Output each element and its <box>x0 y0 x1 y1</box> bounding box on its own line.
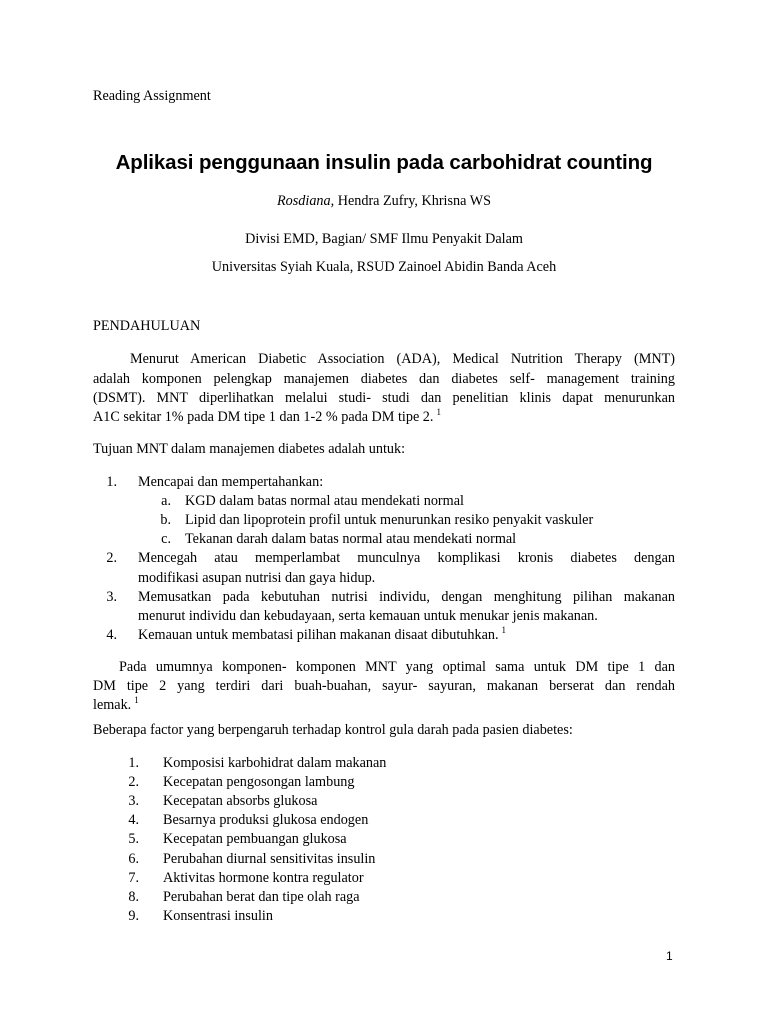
reference-marker: 1 <box>436 407 441 418</box>
list-number: 4. <box>106 627 117 643</box>
list-text: Kecepatan absorbs glukosa <box>163 793 318 809</box>
sub-letter: a. <box>161 493 171 509</box>
list-number: 3. <box>128 793 139 809</box>
intro-line-4-text: A1C sekitar 1% pada DM tipe 1 dan 1-2 % pada DM tipe 2. <box>93 409 434 425</box>
list-text: Kecepatan pembuangan glukosa <box>163 831 347 847</box>
header-label: Reading Assignment <box>93 88 211 104</box>
sub-text: Tekanan darah dalam batas normal atau mendekati normal <box>185 531 517 547</box>
list-text: Kecepatan pengosongan lambung <box>163 774 355 790</box>
reference-marker: 1 <box>134 695 139 706</box>
list-text-cont: menurut individu dan kebudayaan, serta kemauan untuk menukar jenis makanan. <box>138 608 598 624</box>
list-number: 4. <box>128 812 139 828</box>
co-authors: Hendra Zufry, Khrisna WS <box>334 193 491 209</box>
list-number: 2. <box>106 550 117 566</box>
goals-intro: Tujuan MNT dalam manajemen diabetes adalah untuk: <box>93 441 406 457</box>
list-number: 3. <box>106 589 117 605</box>
list-text-body: Kemauan untuk membatasi pilihan makanan disaat dibutuhkan. <box>138 627 499 643</box>
sub-letter: c. <box>161 531 171 547</box>
author-line <box>93 192 675 211</box>
document-title: Aplikasi penggunaan insulin pada carbohidrat counting <box>115 151 653 174</box>
list-number: 1. <box>128 755 139 771</box>
affiliation-line-1: Divisi EMD, Bagian/ SMF Ilmu Penyakit Dalam <box>245 231 523 247</box>
reference-marker: 1 <box>501 625 507 636</box>
list-text: Perubahan berat dan tipe olah raga <box>163 889 360 905</box>
list-text: Besarnya produksi glukosa endogen <box>163 812 369 828</box>
first-author: Rosdiana, <box>277 193 335 209</box>
list-text: Mencegah atau memperlambat munculnya komplikasi kronis diabetes dengan <box>138 550 675 566</box>
intro-line-3: (DSMT). MNT diperlihatkan melalui studi- studi dan penelitian klinis dapat menurunkan <box>93 390 675 406</box>
components-line-2: DM tipe 2 yang terdiri dari buah-buahan, sayur- sayuran, makanan berserat dan rendah <box>93 678 675 694</box>
list-text: Perubahan diurnal sensitivitas insulin <box>163 851 376 867</box>
list-text: Komposisi karbohidrat dalam makanan <box>163 755 387 771</box>
list-text: Aktivitas hormone kontra regulator <box>163 870 364 886</box>
affiliation-line-2: Universitas Syiah Kuala, RSUD Zainoel Abidin Banda Aceh <box>211 259 557 275</box>
intro-line-2: adalah komponen pelengkap manajemen diabetes dan diabetes self- management training <box>93 371 675 387</box>
list-text-cont: modifikasi asupan nutrisi dan gaya hidup. <box>138 570 376 586</box>
page-number: 1 <box>666 949 673 963</box>
list-text <box>138 626 506 645</box>
list-number: 1. <box>106 474 117 490</box>
list-text: Mencapai dan mempertahankan: <box>138 474 324 490</box>
sub-text: Lipid dan lipoprotein profil untuk menurunkan resiko penyakit vaskuler <box>185 512 594 528</box>
sub-letter: b. <box>160 512 171 528</box>
list-number: 5. <box>128 831 139 847</box>
sub-text: KGD dalam batas normal atau mendekati normal <box>185 493 464 509</box>
intro-line-4 <box>93 408 675 427</box>
list-number: 2. <box>128 774 139 790</box>
list-text: Konsentrasi insulin <box>163 908 273 924</box>
list-number: 6. <box>128 851 139 867</box>
list-number: 7. <box>128 870 139 886</box>
list-number: 9. <box>128 908 139 924</box>
components-line-3-text: lemak. <box>93 697 132 713</box>
components-line-3 <box>93 696 675 715</box>
section-heading: PENDAHULUAN <box>93 318 201 334</box>
factors-intro: Beberapa factor yang berpengaruh terhadap kontrol gula darah pada pasien diabetes: <box>93 722 573 738</box>
components-line-1: Pada umumnya komponen- komponen MNT yang optimal sama untuk DM tipe 1 dan <box>119 659 675 675</box>
list-number: 8. <box>128 889 139 905</box>
intro-line-1: Menurut American Diabetic Association (ADA), Medical Nutrition Therapy (MNT) <box>130 351 675 367</box>
list-text: Memusatkan pada kebutuhan nutrisi individu, dengan menghitung pilihan makanan <box>138 589 675 605</box>
